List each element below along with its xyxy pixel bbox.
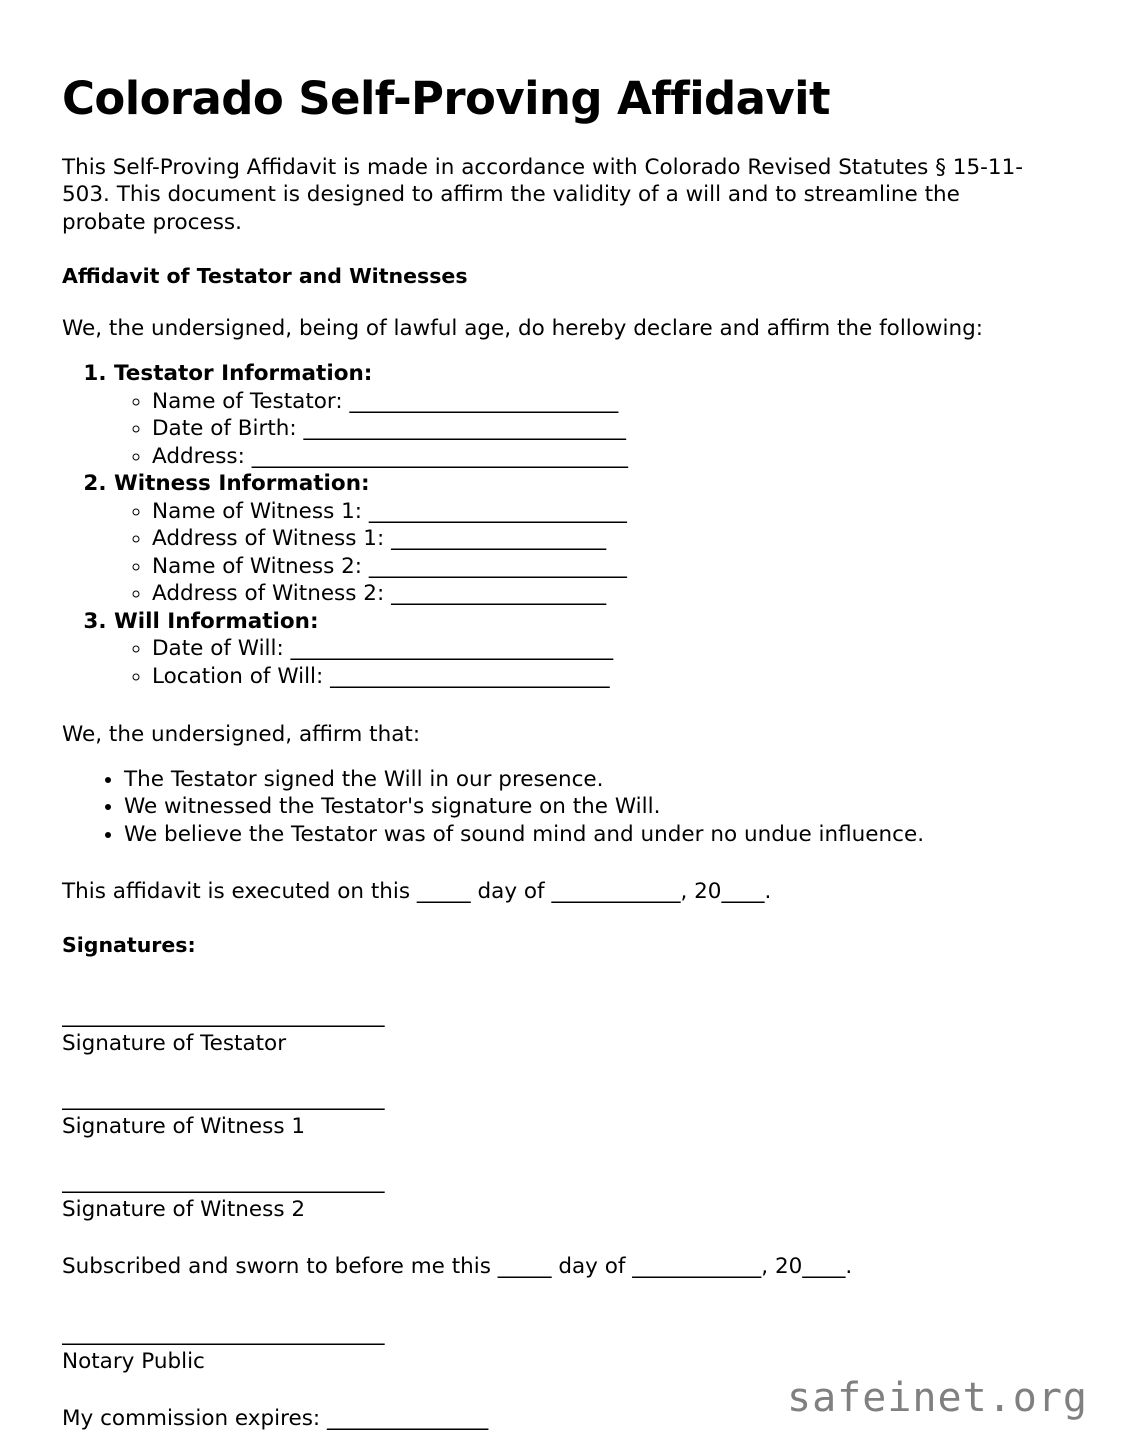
field-location-of-will: [152, 663, 1062, 691]
commission-expires-line[interactable]: My commission expires: _______________: [62, 1406, 489, 1432]
notary-signature: [62, 1323, 1062, 1376]
field-date-of-birth: [152, 415, 1062, 443]
witness-fields-list: [114, 498, 1062, 608]
notary-label: Notary Public: [62, 1348, 205, 1374]
field-blank[interactable]: ________________________: [368, 553, 627, 579]
field-label: Name of Witness 1:: [152, 498, 363, 524]
field-label: Date of Birth:: [152, 416, 297, 442]
field-address-of-witness-1: [152, 525, 1062, 553]
signature-testator: [62, 1005, 1062, 1058]
intro-paragraph: This Self-Proving Affidavit is made in accordance with Colorado Revised Statutes § 15-11-503. This document is designed to affirm the validity of a will and to streamline the probate process.: [62, 155, 1024, 235]
field-label: Address of Witness 1:: [152, 526, 385, 552]
field-blank[interactable]: ________________________: [368, 498, 627, 524]
signature-rule[interactable]: ______________________________: [62, 1004, 385, 1028]
field-label: Address of Witness 2:: [152, 581, 385, 607]
field-name-of-witness-1: [152, 498, 1062, 526]
field-label: Name of Testator:: [152, 388, 343, 414]
field-blank[interactable]: ______________________________: [290, 636, 614, 662]
list-item-witness-information: [114, 470, 1062, 608]
list-item-testator-information: [114, 360, 1062, 470]
field-label: Date of Will:: [152, 636, 284, 662]
field-label: Address:: [152, 443, 245, 469]
notary-rule[interactable]: ______________________________: [62, 1322, 385, 1346]
signature-witness-2: [62, 1171, 1062, 1224]
affirmations-list: [62, 766, 1062, 849]
signature-label: Signature of Witness 2: [62, 1196, 306, 1222]
list-item: • We believe the Testator was of sound mind and under no undue influence.: [124, 821, 1062, 849]
field-address-of-witness-2: [152, 580, 1062, 608]
list-item: • The Testator signed the Will in our presence.: [124, 766, 1062, 794]
watermark: safeinet.org: [787, 1375, 1088, 1421]
signature-label: Signature of Witness 1: [62, 1113, 306, 1139]
field-label: Location of Will:: [152, 664, 324, 689]
page-title: Colorado Self-Proving Affidavit: [62, 72, 830, 125]
information-sections-list: [62, 360, 1062, 690]
field-name-of-witness-2: [152, 553, 1062, 581]
field-label: Name of Witness 2:: [152, 553, 363, 579]
signature-rule[interactable]: ______________________________: [62, 1087, 385, 1111]
section-heading-affidavit: Affidavit of Testator and Witnesses: [62, 263, 468, 288]
field-blank[interactable]: ____________________: [391, 526, 607, 552]
testator-fields-list: [114, 388, 1062, 471]
signatures-heading: Signatures:: [62, 933, 196, 958]
list-item-will-information: [114, 608, 1062, 691]
signature-witness-1: [62, 1088, 1062, 1141]
declaration-paragraph: We, the undersigned, being of lawful age, do hereby declare and affirm the following:: [62, 316, 984, 342]
field-blank[interactable]: ____________________: [391, 581, 607, 607]
field-blank[interactable]: __________________________: [330, 664, 610, 689]
field-blank[interactable]: ______________________________: [303, 416, 626, 442]
will-information-label: Will Information:: [114, 608, 319, 634]
execution-date-line[interactable]: This affidavit is executed on this _____ day of ____________, 20____.: [62, 879, 772, 905]
field-name-of-testator: [152, 388, 1062, 416]
list-item: • We witnessed the Testator's signature on the Will.: [124, 793, 1062, 821]
witness-information-label: Witness Information:: [114, 471, 370, 497]
affirmation-intro-paragraph: We, the undersigned, affirm that:: [62, 721, 421, 747]
field-blank[interactable]: ___________________________________: [251, 443, 628, 469]
testator-information-label: Testator Information:: [114, 361, 373, 387]
signature-block: [62, 1005, 1062, 1224]
notary-sworn-line[interactable]: Subscribed and sworn to before me this _____ day of ____________, 20____.: [62, 1254, 853, 1280]
field-date-of-will: [152, 635, 1062, 663]
will-fields-list: [114, 635, 1062, 690]
signature-rule[interactable]: ______________________________: [62, 1170, 385, 1194]
signature-label: Signature of Testator: [62, 1030, 287, 1056]
field-blank[interactable]: _________________________: [349, 388, 619, 414]
field-address: [152, 443, 1062, 471]
